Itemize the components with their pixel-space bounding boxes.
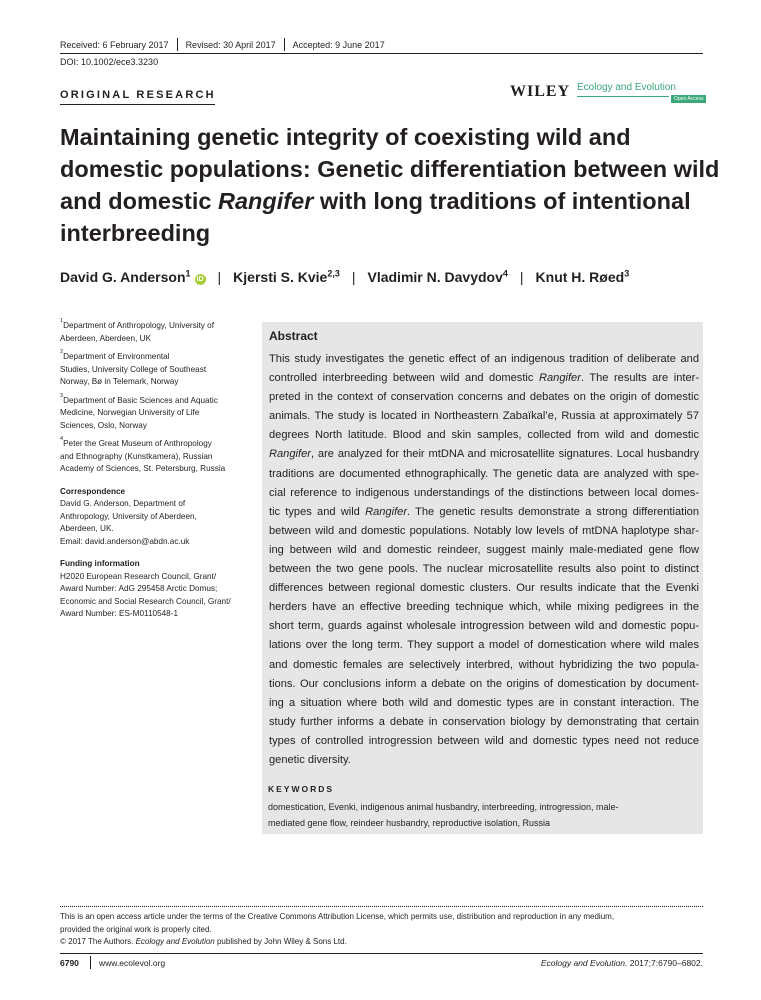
abstract-line: traditions are documented ethnographically. The genetic data are analyzed with spe- — [269, 467, 699, 480]
keywords-line: mediated gene flow, reindeer husbandry, reproductive isolation, Russia — [268, 818, 550, 828]
received-date: Received: 6 February 2017 — [60, 39, 169, 50]
affiliation — [60, 320, 245, 345]
abstract-line: between wild and domestic populations. Notably low levels of mtDNA haplotype shar- — [269, 524, 699, 537]
title-italic: Rangifer — [218, 188, 314, 214]
author[interactable] — [367, 269, 507, 285]
abstract-line: ing a situation where both wild and domestic types are in constant interaction. The — [269, 696, 699, 709]
affiliation-line: and Ethnography (Kunstkamera), Russian — [60, 451, 213, 461]
abstract-line: study further informs a debate in conservation biology by demonstrating that certain — [269, 715, 699, 728]
orcid-icon[interactable]: iD — [196, 276, 204, 283]
affiliation — [60, 392, 245, 433]
citation — [541, 958, 703, 968]
article-title — [60, 121, 720, 249]
abstract-line: differences between regional domestic clusters. Our results indicate that the Evenki — [269, 582, 699, 595]
journal-name[interactable]: Ecology and Evolution — [577, 82, 676, 93]
date-separator — [284, 38, 285, 51]
citation-volume: 2017;7:6790–6802. — [627, 958, 703, 968]
funding-heading: Funding information — [60, 559, 140, 568]
author-name: David G. Anderson — [60, 269, 186, 285]
funding-line: Award Number: AdG 295458 Arctic Domus; — [60, 584, 218, 593]
copyright-journal: Ecology and Evolution — [135, 937, 215, 946]
funding-line: H2020 European Research Council, Grant/ — [60, 571, 217, 581]
accepted-date: Accepted: 9 June 2017 — [292, 39, 385, 50]
footer-dotted-rule — [60, 906, 703, 907]
funding-line: Economic and Social Research Council, Grant/ — [60, 596, 231, 606]
funding — [60, 571, 245, 621]
open-access-badge: Open Access — [671, 95, 706, 103]
author-affiliation: 4 — [502, 268, 508, 279]
citation-journal: Ecology and Evolution. — [540, 958, 628, 968]
author-separator: | — [351, 269, 356, 285]
title-line: domestic populations: Genetic differentiation between wild — [60, 156, 720, 182]
journal-website[interactable]: www.ecolevol.org — [99, 958, 166, 968]
affiliation-number: 1 — [60, 318, 64, 324]
title-line: interbreeding — [60, 220, 211, 246]
author-affiliation: 2,3 — [327, 268, 340, 279]
doi[interactable]: DOI: 10.1002/ece3.3230 — [60, 57, 159, 67]
abstract-line: and domestic females are selectively interbred, without hybridizing the two popula- — [269, 658, 699, 671]
abstract-line: lations over the long term. They support a model of domestication where wild males — [269, 639, 699, 652]
author-name: Vladimir N. Davydov — [367, 269, 503, 285]
keywords-text — [268, 799, 698, 831]
license-line: This is an open access article under the terms of the Creative Commons Attribution License, which permits use, distribution and reproduction in any medium, — [60, 912, 615, 921]
affiliation-line: Department of Basic Sciences and Aquatic — [63, 395, 218, 405]
license-line: provided the original work is properly cited. — [60, 924, 212, 934]
correspondence-line: Anthropology, University of Aberdeen, — [60, 511, 197, 521]
section-label: ORIGINAL RESEARCH — [60, 89, 216, 101]
affiliation-line: Medicine, Norwegian University of Life — [60, 408, 200, 417]
affiliation — [60, 438, 245, 476]
affiliation-line: Department of Anthropology, University of — [63, 321, 214, 330]
title-line — [60, 185, 710, 217]
abstract-line: tions. Our conclusions inform a debate on the origins of domestication by document- — [269, 677, 699, 690]
affiliation-number: 2 — [60, 349, 64, 355]
left-column — [60, 320, 245, 621]
affiliation-number: 4 — [60, 436, 64, 442]
copyright-line — [60, 936, 703, 949]
header-rule — [60, 53, 703, 54]
title-line: Maintaining genetic integrity of coexisting wild and — [60, 124, 631, 150]
abstract-line: Rangifer, are analyzed for their mtDNA and microsatellite signatures. Local husbandry — [269, 448, 699, 461]
correspondence-line: Aberdeen, UK. — [60, 524, 114, 533]
affiliation-line: Sciences, Oslo, Norway — [60, 420, 147, 430]
correspondence-line: David G. Anderson, Department of — [60, 499, 186, 508]
abstract-line: short term, guards against wholesale introgression between wild and domestic popu- — [269, 620, 699, 633]
author-name: Knut H. Røed — [535, 269, 625, 285]
revised-date: Revised: 30 April 2017 — [185, 39, 276, 50]
keywords-line: domestication, Evenki, indigenous animal husbandry, interbreeding, introgression, male- — [268, 802, 619, 812]
page-separator — [90, 956, 91, 969]
abstract-line: genetic diversity. — [269, 753, 351, 766]
footer-rule — [60, 953, 703, 954]
author[interactable] — [233, 269, 340, 285]
author-separator: | — [217, 269, 222, 285]
abstract-heading: Abstract — [269, 329, 318, 343]
author-affiliation: 1 — [185, 268, 191, 279]
date-separator — [177, 38, 178, 51]
title-fragment: and domestic — [60, 188, 219, 214]
correspondence-email[interactable]: Email: david.anderson@abdn.ac.uk — [60, 536, 190, 546]
abstract-line: degrees North latitude. Blood and skin samples, collected from wild and domestic — [269, 429, 699, 442]
page-number: 6790 — [60, 958, 79, 968]
license-note — [60, 911, 703, 949]
funding-line: Award Number: ES-M0110548-1 — [60, 609, 179, 618]
affiliation-line: Aberdeen, Aberdeen, UK — [60, 333, 152, 343]
author-affiliation: 3 — [624, 268, 630, 279]
affiliation-line: Studies, University College of Southeast — [60, 364, 207, 374]
copyright-fragment: © 2017 The Authors. — [60, 937, 136, 946]
abstract-box — [262, 322, 703, 834]
correspondence-heading: Correspondence — [60, 486, 126, 496]
affiliation-line: Academy of Sciences, St. Petersburg, Russia — [60, 464, 226, 473]
section-underline — [60, 104, 215, 105]
article-dates — [60, 38, 385, 51]
author-separator: | — [519, 269, 524, 285]
abstract-line: tic types and wild Rangifer. The genetic results demonstrate a strong differentiation — [269, 505, 699, 518]
abstract-line: ing between wild and domestic reindeer, suggest mainly male-mediated gene flow — [269, 543, 699, 556]
author[interactable] — [536, 269, 630, 285]
abstract-line: types of controlled introgression between wild and domestic types need not reduce — [269, 734, 699, 747]
author[interactable] — [60, 269, 206, 285]
affiliation-line: Norway, Bø in Telemark, Norway — [60, 377, 179, 386]
abstract-text — [269, 350, 699, 770]
abstract-line: animals. The study is located in Northeastern Zabaïkal’e, Russia at approximately 57 — [269, 410, 699, 423]
author-name: Kjersti S. Kvie — [233, 269, 328, 285]
affiliation — [60, 351, 245, 389]
abstract-line: This study investigates the genetic effect of an indigenous tradition of deliberate and — [269, 353, 699, 365]
affiliation-number: 3 — [60, 392, 64, 399]
publisher-logo[interactable]: WILEY — [510, 83, 571, 100]
abstract-line: controlled interbreeding between wild and domestic Rangifer. The results are inter- — [269, 372, 700, 385]
author-list — [60, 269, 629, 285]
copyright-fragment: published by John Wiley & Sons Ltd. — [214, 937, 347, 946]
affiliation-line: Department of Environmental — [63, 352, 170, 361]
affiliation-line: Peter the Great Museum of Anthropology — [63, 439, 212, 448]
correspondence — [60, 498, 245, 548]
abstract-line: preted in the context of conservation concerns and debates on the origin of domestic — [269, 391, 699, 404]
abstract-line: between the two gene pools. The nuclear microsatellite results also point to distinct — [269, 563, 699, 576]
title-fragment: with long traditions of intentional — [313, 188, 691, 214]
abstract-line: cial reference to indigenous understandings of the distinctions between local domes- — [269, 486, 699, 499]
abstract-line: herders have an effective breeding technique which, while mixing pedigrees in the — [269, 601, 699, 614]
journal-underline — [577, 96, 669, 97]
keywords-heading: KEYWORDS — [268, 784, 335, 794]
